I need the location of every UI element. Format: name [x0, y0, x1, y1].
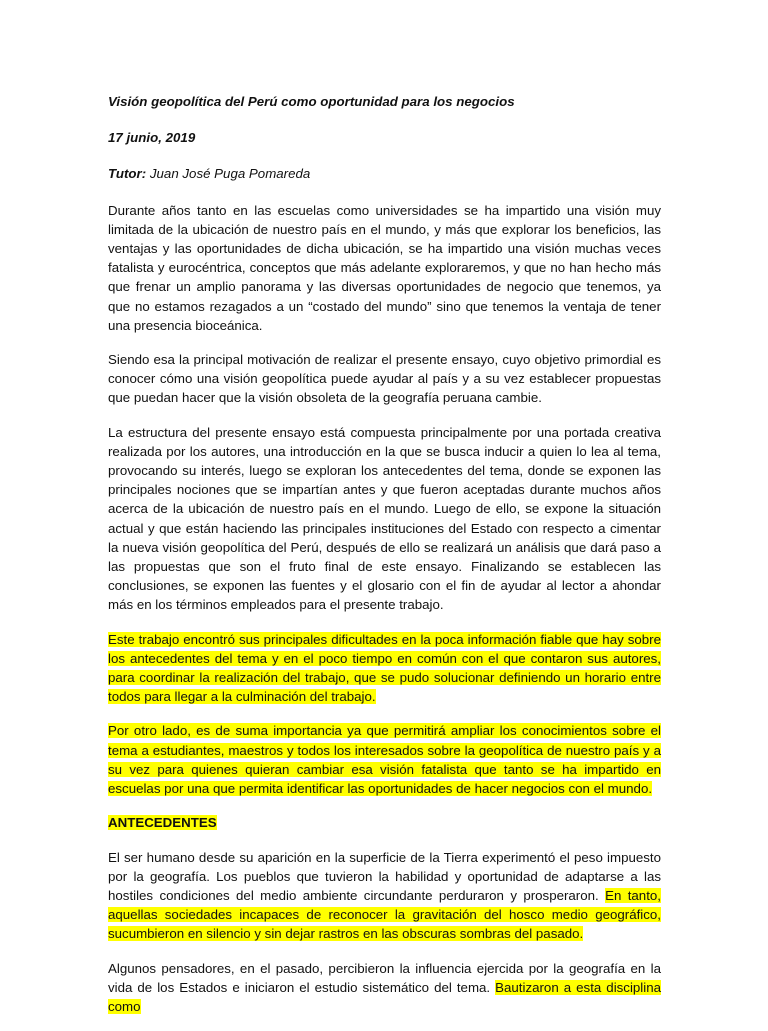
document-content: [108, 92, 661, 1031]
document-tutor: [108, 164, 661, 183]
highlighted-text: Por otro lado, es de suma importancia ya que permitirá ampliar los conocimientos sobre el tema a estudiantes, maestros y todos los interesados sobre la geopolítica de nuestro país y a su vez para quienes quieran cambiar esa visión fatalista que tanto se ha impartido en escuelas por una que permita identificar las oportunidades de hacer negocios con el mundo.: [108, 723, 661, 797]
paragraph-antecedentes-2: Algunos pensadores, en el pasado, percibieron la influencia ejercida por la geografía en la vida de los Estados e iniciaron el estudio sistemático del tema. Bautizaron a esta disciplina como: [108, 960, 662, 1014]
paragraph-intro-3: La estructura del presente ensayo está compuesta principalmente por una portada creativa realizada por los autores, una introducción en la que se busca inducir a quien lo lea al tema, provocando su interés, luego se exploran los antecedentes del tema, donde se exponen las principales nociones que se impartían antes y que fueron aceptadas durante muchos años acerca de la ubicación de nuestro país en el mundo. Luego de ello, se expone la situación actual y que están haciendo las principales instituciones del Estado con respecto a cimentar la nueva visión geopolítica del Perú, después de ello se realizará un análisis que dará paso a las propuestas que son el fruto final de este ensayo. Finalizando se establecen las conclusiones, se exponen las fuentes y el glosario con el fin de ayudar al lector a ahondar más en los términos empleados para el presente trabajo.: [108, 424, 661, 613]
paragraph-intro-2: Siendo esa la principal motivación de realizar el presente ensayo, cuyo objetivo primordial es conocer cómo una visión geopolítica puede ayudar al país y a su vez establecer propuestas que puedan hacer que la visión obsoleta de la geografía peruana cambie.: [108, 352, 661, 406]
paragraph-antecedentes-1: El ser humano desde su aparición en la superficie de la Tierra experimentó el peso impuesto por la geografía. Los pueblos que tuvieron la habilidad y oportunidad de adaptarse a las hostiles condiciones del medio ambiente circundante perduraron y prosperaron. En tanto, aquellas sociedades incapaces de reconocer la gravitación del hosco medio geográfico, sucumbieron en silencio y sin dejar rastros en las obscuras sombras del pasado.: [108, 849, 661, 942]
tutor-name: Juan José Puga Pomareda: [149, 166, 311, 182]
paragraph-highlight-1: [108, 630, 661, 707]
document-date: 17 junio, 2019: [108, 130, 196, 146]
highlighted-text: Bautizaron a esta disciplina como: [108, 979, 662, 1014]
paragraph-intro-1: Durante años tanto en las escuelas como universidades se ha impartido una visión muy limitada de la ubicación de nuestro país en el mundo, y más que explorar los beneficios, las ventajas y las oportunidades de dicha ubicación, se ha impartido una visión muchas veces fatalista y eurocéntrica, conceptos que más adelante exploraremos, y que no han hecho más que frenar un amplio panorama y las diversas oportunidades de negocio que tenemos, ya que no estamos rezagados a un “costado del mundo” sino que tenemos la ventaja de tener una presencia bioceánica.: [108, 202, 661, 333]
highlighted-text: Este trabajo encontró sus principales dificultades en la poca información fiable que hay sobre los antecedentes del tema y en el poco tiempo en común con el que contaron sus autores, para coordinar la realización del trabajo, que se pudo solucionar definiendo un horario entre todos para llegar a la culminación del trabajo.: [108, 631, 661, 705]
highlighted-text: En tanto, aquellas sociedades incapaces de reconocer la gravitación del hosco medio geográfico, sucumbieron en silencio y sin dejar rastros en las obscuras sombras del pasado.: [108, 887, 661, 942]
section-heading: ANTECEDENTES: [108, 815, 217, 831]
document-title: Visión geopolítica del Perú como oportunidad para los negocios: [108, 94, 515, 109]
paragraph-highlight-2: [108, 721, 661, 798]
tutor-label: Tutor:: [108, 166, 147, 182]
